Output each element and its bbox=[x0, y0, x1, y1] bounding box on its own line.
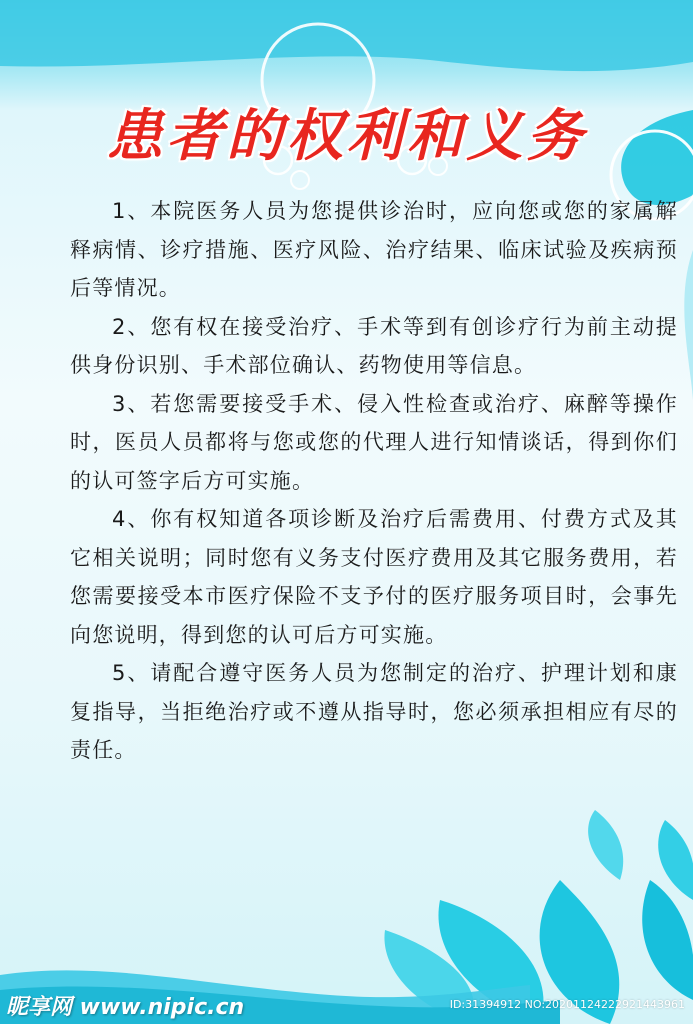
right-side-wave bbox=[684, 250, 693, 400]
poster-title: 患者的权利和义务 bbox=[106, 103, 587, 169]
petal-6 bbox=[588, 810, 623, 880]
paragraph-4: 4、你有权知道各项诊断及治疗后需费用、付费方式及其它相关说明；同时您有义务支付医疗费用及其它服务费用，若您需要接受本市医疗保险不支予付的医疗服务项目时，会事先向您说明，得到您的认可后方可实施。 bbox=[70, 507, 678, 647]
watermark-id: ID:31394912 NO:20201124222921443961 bbox=[449, 998, 685, 1011]
paragraph-3: 3、若您需要接受手术、侵入性检查或治疗、麻醉等操作时，医员人员都将与您或您的代理人进行知情谈话，得到你们的认可签字后方可实施。 bbox=[70, 391, 678, 493]
top-wave bbox=[0, 0, 693, 71]
petal-4 bbox=[642, 880, 693, 1000]
ring-small-b bbox=[291, 171, 309, 189]
paragraph-2: 2、您有权在接受治疗、手术等到有创诊疗行为前主动提供身份识别、手术部位确认、药物使用等信息。 bbox=[70, 314, 678, 377]
poster-body bbox=[70, 192, 678, 770]
watermark-logo: 昵享网 www.nipic.cn bbox=[6, 995, 245, 1020]
paragraph-5: 5、请配合遵守医务人员为您制定的治疗、护理计划和康复指导，当拒绝治疗或不遵从指导时，您必须承担相应有尽的责任。 bbox=[70, 661, 678, 762]
paragraph-1: 1、本院医务人员为您提供诊治时，应向您或您的家属解释病情、诊疗措施、医疗风险、治疗结果、临床试验及疾病预后等情况。 bbox=[70, 199, 678, 300]
petal-5 bbox=[658, 820, 693, 900]
